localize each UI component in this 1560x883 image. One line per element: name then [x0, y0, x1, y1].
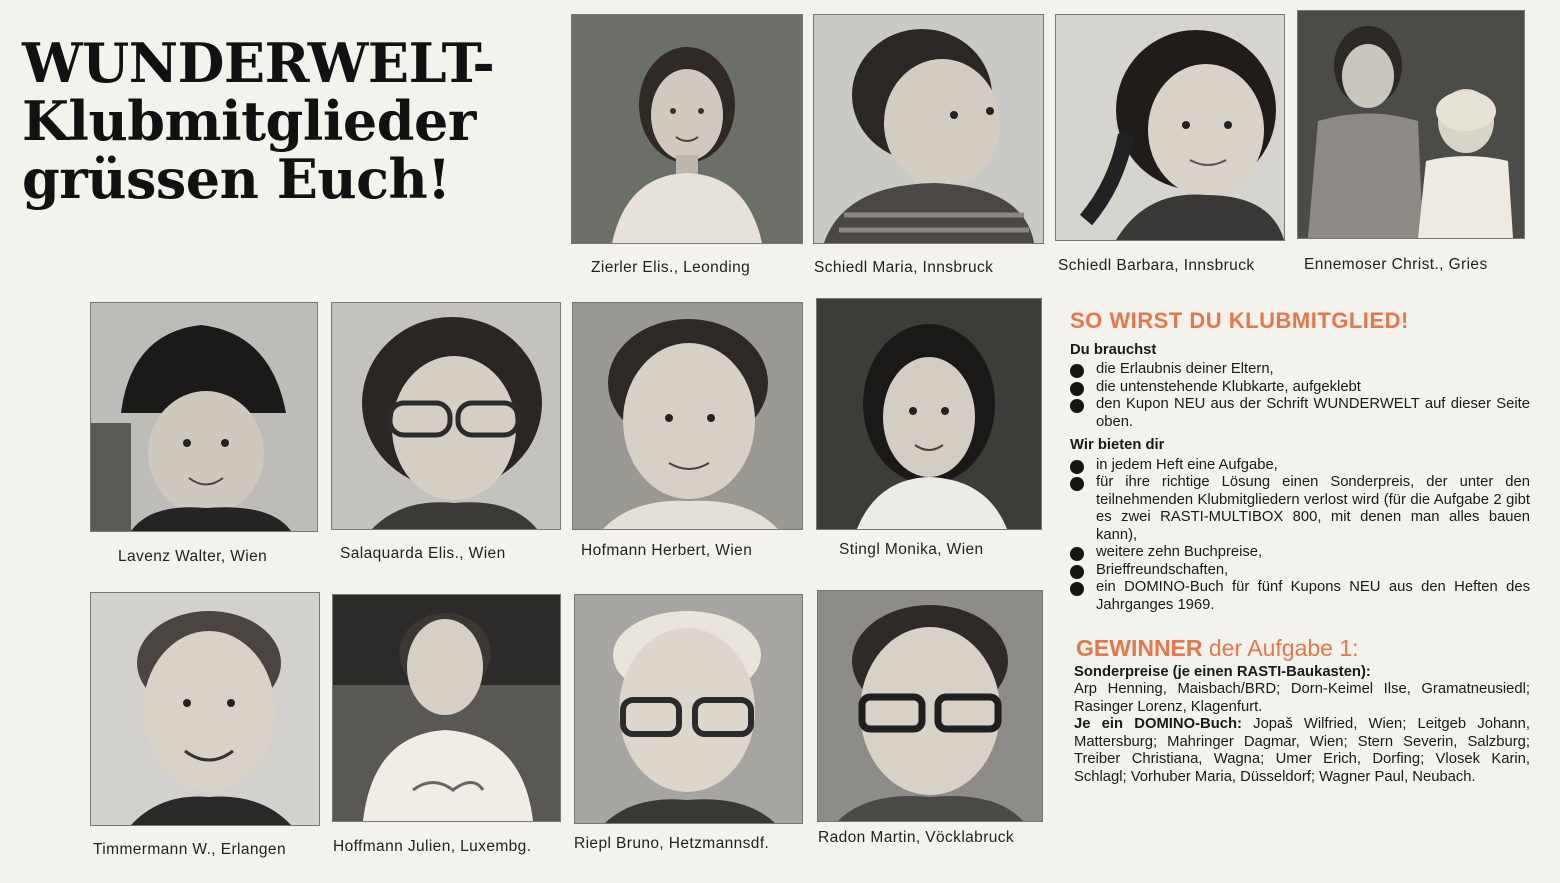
membership-heading: SO WIRST DU KLUBMITGLIED! [1070, 308, 1409, 333]
offer-list [1068, 457, 1530, 615]
member-photo-6 [331, 302, 561, 530]
list-item: die Erlaubnis deiner Eltern, [1068, 361, 1530, 379]
member-caption-9: Timmermann W., Erlangen [93, 841, 286, 858]
member-photo-12 [817, 590, 1043, 822]
member-caption-3: Schiedl Barbara, Innsbruck [1058, 257, 1255, 274]
book-prizes [1074, 716, 1530, 786]
member-photo-8 [816, 298, 1042, 530]
member-photo-7 [572, 302, 803, 530]
list-item: die untenstehende Klubkarte, aufgeklebt [1068, 379, 1530, 397]
special-prizes-label: Sonderpreise (je einen RASTI-Baukasten): [1074, 663, 1371, 680]
member-caption-11: Riepl Bruno, Hetzmannsdf. [574, 835, 770, 852]
member-caption-6: Salaquarda Elis., Wien [340, 545, 506, 562]
book-prizes-label: Je ein DOMINO-Buch: [1074, 716, 1242, 732]
member-photo-3 [1055, 14, 1285, 241]
winners-heading-rest: der Aufgabe 1: [1202, 635, 1359, 661]
headline-line-2: Klubmitglieder [22, 89, 476, 153]
membership-info [1068, 308, 1530, 786]
member-photo-4 [1297, 10, 1525, 239]
need-list [1068, 361, 1530, 431]
member-caption-5: Lavenz Walter, Wien [118, 548, 268, 565]
special-prize-winners: Arp Henning, Maisbach/BRD; Dorn-Keimel Ilse, Gramatneusiedl; Rasinger Lorenz, Klagenfurt. [1074, 681, 1530, 715]
member-photo-11 [574, 594, 803, 824]
member-caption-1: Zierler Elis., Leonding [591, 259, 751, 276]
list-item: für ihre richtige Lösung einen Sonderpreis, der unter den teilnehmenden Klubmitgliedern verlost wird (für die Aufgabe 2 gibt es zwei RASTI-MULTIBOX 800, mit denen man alles bauen kann), [1068, 474, 1530, 544]
special-prizes [1074, 664, 1530, 682]
page-headline [22, 31, 562, 211]
member-photo-1 [571, 14, 803, 244]
member-caption-2: Schiedl Maria, Innsbruck [814, 259, 994, 276]
need-heading: Du brauchst [1070, 341, 1157, 358]
member-photo-9 [90, 592, 320, 826]
list-item: den Kupon NEU aus der Schrift WUNDERWELT auf dieser Seite oben. [1068, 396, 1530, 431]
headline-line-1: WUNDERWELT- [22, 31, 495, 95]
headline-line-3: grüssen Euch! [22, 147, 451, 211]
member-photo-2 [813, 14, 1044, 244]
winners-heading-bold: GEWINNER [1076, 635, 1203, 661]
book-prize-winners: Jopaš Wilfried, Wien; Leitgeb Johann, Mattersburg; Mahringer Dagmar, Wien; Stern Severin, Salzburg; Treiber Christiana, Wagna; Umer Erich, Dorfing; Vlosek Karin, Schlagl; Vorhuber Maria, Düsseldorf; Wagner Paul, Neubach. [1074, 716, 1530, 785]
member-photo-10 [332, 594, 561, 822]
list-item: weitere zehn Buchpreise, [1068, 544, 1530, 562]
list-item: in jedem Heft eine Aufgabe, [1068, 457, 1530, 475]
member-caption-12: Radon Martin, Vöcklabruck [818, 829, 1015, 846]
winners-heading [1076, 635, 1530, 661]
member-photo-5 [90, 302, 318, 532]
list-item: Brieffreundschaften, [1068, 562, 1530, 580]
list-item: ein DOMINO-Buch für fünf Kupons NEU aus den Heften des Jahrganges 1969. [1068, 579, 1530, 614]
member-caption-10: Hoffmann Julien, Luxembg. [333, 838, 532, 855]
member-caption-8: Stingl Monika, Wien [839, 541, 984, 558]
member-caption-4: Ennemoser Christ., Gries [1304, 256, 1488, 273]
member-caption-7: Hofmann Herbert, Wien [581, 542, 753, 559]
offer-heading: Wir bieten dir [1070, 437, 1165, 453]
